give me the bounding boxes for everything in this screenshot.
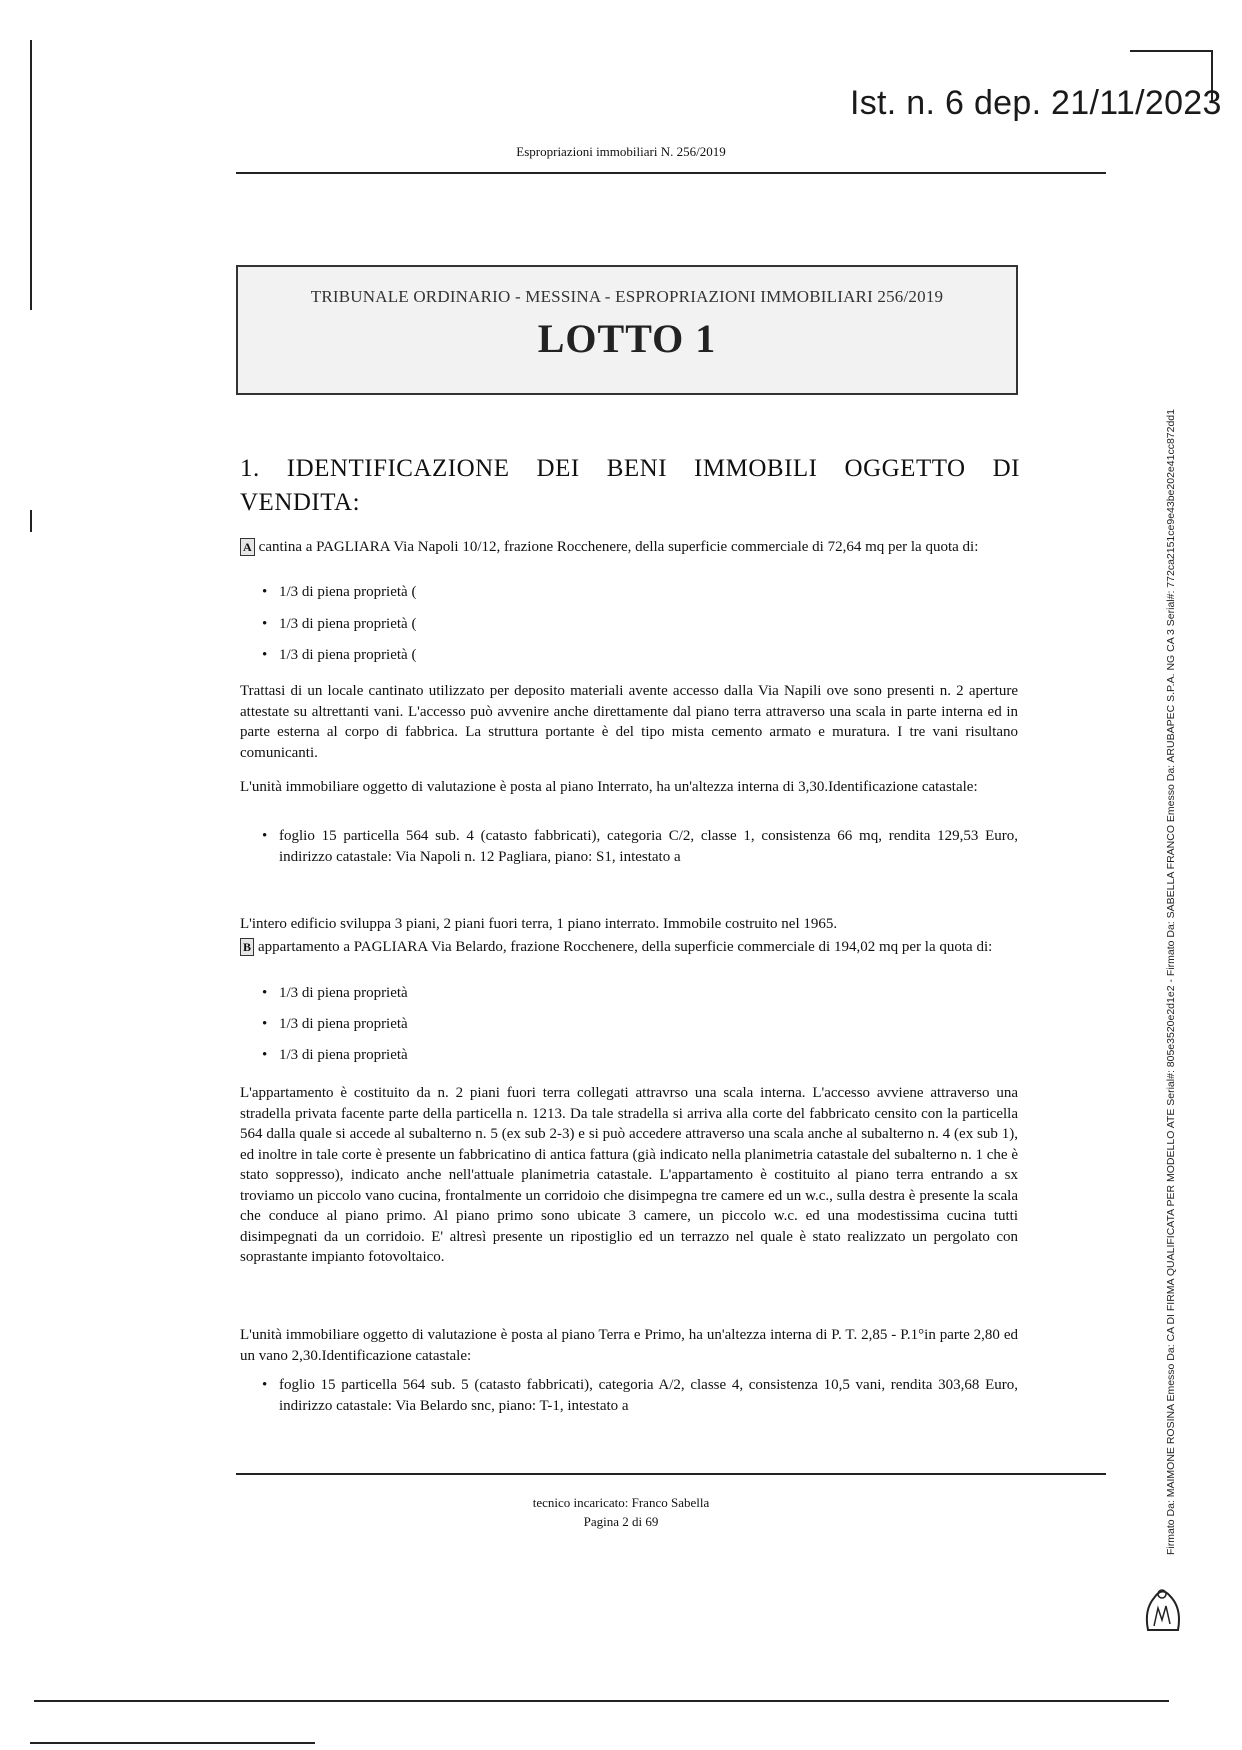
header-rule [236,172,1106,174]
bene-b-quota-3: • 1/3 di piena proprietà [279,1045,1018,1066]
scan-left-mark [30,510,32,532]
bene-b-quota-2: • 1/3 di piena proprietà [279,1014,1018,1035]
bene-a-intro [240,537,1018,558]
bene-a-intro-text: cantina a PAGLIARA Via Napoli 10/12, frazione Rocchenere, della superficie commerciale di 72,64 mq per la quota di: [258,539,979,555]
seal-icon [1140,1580,1186,1636]
bene-a-quota-1: • 1/3 di piena proprietà ( [279,582,1018,603]
bene-b-description: L'appartamento è costituito da n. 2 piani fuori terra collegati attravrso una scala interna. L'accesso avviene attraverso una stradella privata facente parte della particella n. 1213. Da tale stradella si arriva alla corte del fabbricato censito con la particella 564 dalla quale si accede al subalterno n. 5 (ex sub 2-3) e si può accedere attraverso una scala anche al subalterno n. 4 (ex sub 1), ed inoltre in tale corte è presente un fabbricatino di antica fattura (già indicato nella planimetria catastale del subalterno n. 1 che è stato soppresso), indicato anche nell'attuale planimetria catastale. L'appartamento è costituito al piano terra entrando a sx troviamo un piccolo vano cucina, frontalmente un corridoio che disimpegna tre camere ed un w.c., sulla destra è presente la scala che conduce al piano primo. Al piano primo sono ubicate 3 camere, un piccolo w.c. ed una modestissima cucina tutti disimpegnati da un corridoio. E' altresì presente un ripostiglio ed un terrazzo nel quale è stato realizzato un pergolato con soprastante impianto fotovoltaico. [240,1085,1018,1265]
digital-signature-margin: Firmato Da: MAIMONE ROSINA Emesso Da: CA DI FIRMA QUALIFICATA PER MODELLO ATE Serial#: 805e3520e2d1e2 - Firmato Da: SABELLA FRANCO Emesso Da: ARUBAPEC S.P.A. NG CA 3 Serial#: 772ca2151ce9e43be202e41cc872dd1 [1165,409,1177,1555]
bene-a-description: Trattasi di un locale cantinato utilizzato per deposito materiali avente accesso dalla Via Napili ove sono presenti n. 2 aperture attestate su altrettanti vani. L'accesso può avvenire anche direttamente dal piano terra attraverso una scala in parte interna ed in parte esterna al corpo di fabbrica. La struttura portante è del tipo mista cemento armato e muratura. I tre vani risultano comunicanti. [240,683,1018,761]
footer-pagina: Pagina 2 di 69 [583,1514,659,1529]
bene-b-quota-1: • 1/3 di piena proprietà [279,983,1018,1004]
scan-bottom-line [34,1700,1169,1702]
bene-a-catasto: • foglio 15 particella 564 sub. 4 (catasto fabbricati), categoria C/2, classe 1, consistenza 66 mq, rendita 129,53 Euro, indirizzo catastale: Via Napoli n. 12 Pagliara, piano: S1, intestato a [279,826,1018,867]
scan-bottom-mark [30,1742,315,1744]
bene-b-catasto: • foglio 15 particella 564 sub. 5 (catasto fabbricati), categoria A/2, classe 4, consistenza 10,5 vani, rendita 303,68 Euro, indirizzo catastale: Via Belardo snc, piano: T-1, intestato a [279,1375,1018,1416]
bene-b-intro-text: appartamento a PAGLIARA Via Belardo, frazione Rocchenere, della superficie commerciale di 194,02 mq per la quota di: [258,939,993,955]
bene-a-edificio: L'intero edificio sviluppa 3 piani, 2 piani fuori terra, 1 piano interrato. Immobile costruito nel 1965. [240,916,838,932]
bene-b-unita: L'unità immobiliare oggetto di valutazione è posta al piano Terra e Primo, ha un'altezza interna di P. T. 2,85 - P.1°in parte 2,80 ed un vano 2,30.Identificazione catastale: [240,1327,1018,1364]
court-heading: TRIBUNALE ORDINARIO - MESSINA - ESPROPRIAZIONI IMMOBILIARI 256/2019 [310,287,944,306]
bene-b-tag: B [240,938,254,956]
footer-tecnico: tecnico incaricato: Franco Sabella [532,1495,710,1510]
document-header: Espropriazioni immobiliari N. 256/2019 [516,144,726,159]
bene-a-unita: L'unità immobiliare oggetto di valutazione è posta al piano Interrato, ha un'altezza interna di 3,30.Identificazione catastale: [240,779,978,795]
bene-a-quota-3: • 1/3 di piena proprietà ( [279,645,1018,666]
footer-rule [236,1473,1106,1475]
scan-corner-line [1130,50,1212,52]
scan-left-edge-line [30,40,32,310]
section-title: 1. IDENTIFICAZIONE DEI BENI IMMOBILI OGGETTO DI VENDITA: [240,455,1020,516]
title-box [236,265,1018,395]
bene-a-quota-2: • 1/3 di piena proprietà ( [279,614,1018,635]
lotto-heading: LOTTO 1 [537,316,717,361]
filing-stamp: Ist. n. 6 dep. 21/11/2023 [850,84,1222,122]
bene-b-intro [240,937,1018,958]
bene-a-tag: A [240,538,255,556]
